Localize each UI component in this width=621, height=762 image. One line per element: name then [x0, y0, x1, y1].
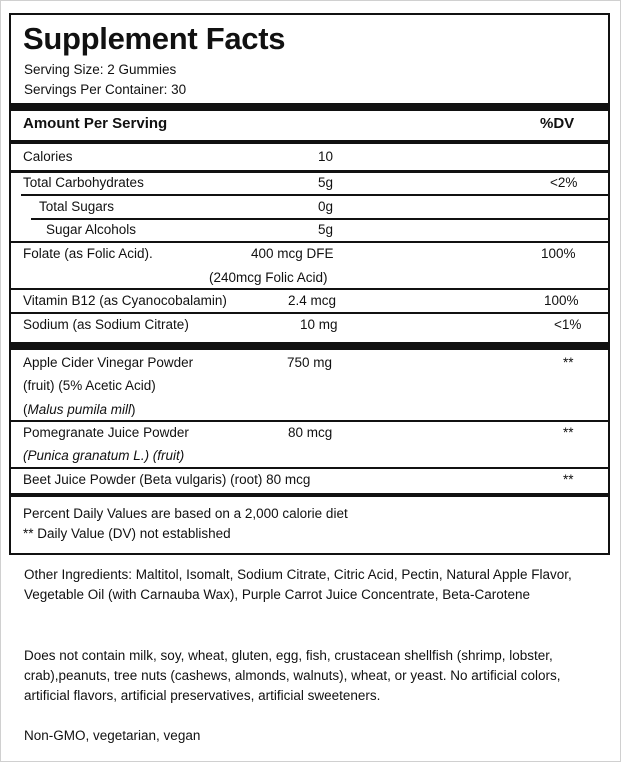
thick-divider	[11, 342, 608, 350]
dietary-claims: Non-GMO, vegetarian, vegan	[24, 728, 201, 743]
nutrient-name: Total Sugars	[39, 199, 115, 214]
nutrient-amount: 5g	[318, 175, 334, 190]
nutrient-name: Calories	[23, 149, 73, 164]
panel-title: Supplement Facts	[23, 21, 286, 56]
nutrient-name: Sugar Alcohols	[46, 222, 137, 237]
ingredient-detail: (fruit) (5% Acetic Acid)	[23, 378, 156, 393]
nutrient-dv: 100%	[541, 246, 576, 261]
nutrient-dv: <2%	[550, 175, 578, 190]
ingredient-latin-name: (Malus pumila mill)	[23, 402, 136, 417]
servings-per-container: Servings Per Container: 30	[24, 82, 187, 97]
row-divider	[11, 288, 608, 290]
medium-divider	[11, 140, 608, 144]
dv-header: %DV	[540, 115, 575, 132]
other-ingredients: Other Ingredients: Maltitol, Isomalt, Sodium Citrate, Citric Acid, Pectin, Natural Apple Flavor, Vegetable Oil (with Carnauba Wax), Purple Carrot Juice Concentrate, Beta-Carotene	[24, 567, 572, 602]
ingredient-dv: **	[563, 472, 574, 487]
row-divider	[11, 467, 608, 469]
serving-size: Serving Size: 2 Gummies	[24, 62, 177, 77]
nutrient-name: Sodium (as Sodium Citrate)	[23, 317, 189, 332]
supplement-facts-panel	[9, 13, 610, 555]
ingredient-name: Pomegranate Juice Powder	[23, 425, 189, 440]
ingredient-latin-text: Malus pumila mill	[27, 402, 132, 417]
ingredient-dv: **	[563, 425, 574, 440]
nutrient-amount: 10 mg	[300, 317, 338, 332]
nutrient-name: Folate (as Folic Acid).	[23, 246, 153, 261]
row-divider	[11, 420, 608, 422]
row-divider	[11, 170, 608, 173]
ingredient-name: Beet Juice Powder (Beta vulgaris) (root) 80 mcg	[23, 472, 311, 487]
ingredient-amount: 80 mcg	[288, 425, 333, 440]
ingredient-latin-name: (Punica granatum L.) (fruit)	[23, 448, 185, 463]
row-divider	[31, 218, 608, 220]
ingredient-amount: 750 mg	[287, 355, 333, 370]
nutrient-amount: 5g	[318, 222, 334, 237]
allergen-statement: Does not contain milk, soy, wheat, gluten, egg, fish, crustacean shellfish (shrimp, lobster, crab),peanuts, tree nuts (cashews, almonds, walnuts), wheat, or yeast. No artificial colors, artificial flavors, artificial preservatives, artificial sweeteners.	[24, 648, 561, 703]
nutrient-amount: 400 mcg DFE	[251, 246, 334, 261]
footnote-dv-not-established: ** Daily Value (DV) not established	[23, 526, 231, 541]
nutrient-amount-detail: (240mcg Folic Acid)	[209, 270, 328, 285]
footnote-daily-values: Percent Daily Values are based on a 2,000 calorie diet	[23, 506, 348, 521]
amount-per-serving-header: Amount Per Serving	[23, 115, 168, 132]
nutrient-amount: 2.4 mcg	[288, 293, 337, 308]
nutrient-amount: 0g	[318, 199, 334, 214]
medium-divider	[11, 493, 608, 497]
nutrient-name: Total Carbohydrates	[23, 175, 144, 190]
nutrient-dv: <1%	[554, 317, 582, 332]
thick-divider	[11, 103, 608, 111]
row-divider	[11, 241, 608, 243]
nutrient-dv: 100%	[544, 293, 579, 308]
nutrient-amount: 10	[318, 149, 334, 164]
ingredient-dv: **	[563, 355, 574, 370]
ingredient-name: Apple Cider Vinegar Powder	[23, 355, 194, 370]
nutrient-name: Vitamin B12 (as Cyanocobalamin)	[23, 293, 227, 308]
row-divider	[11, 312, 608, 314]
row-divider	[21, 194, 608, 196]
